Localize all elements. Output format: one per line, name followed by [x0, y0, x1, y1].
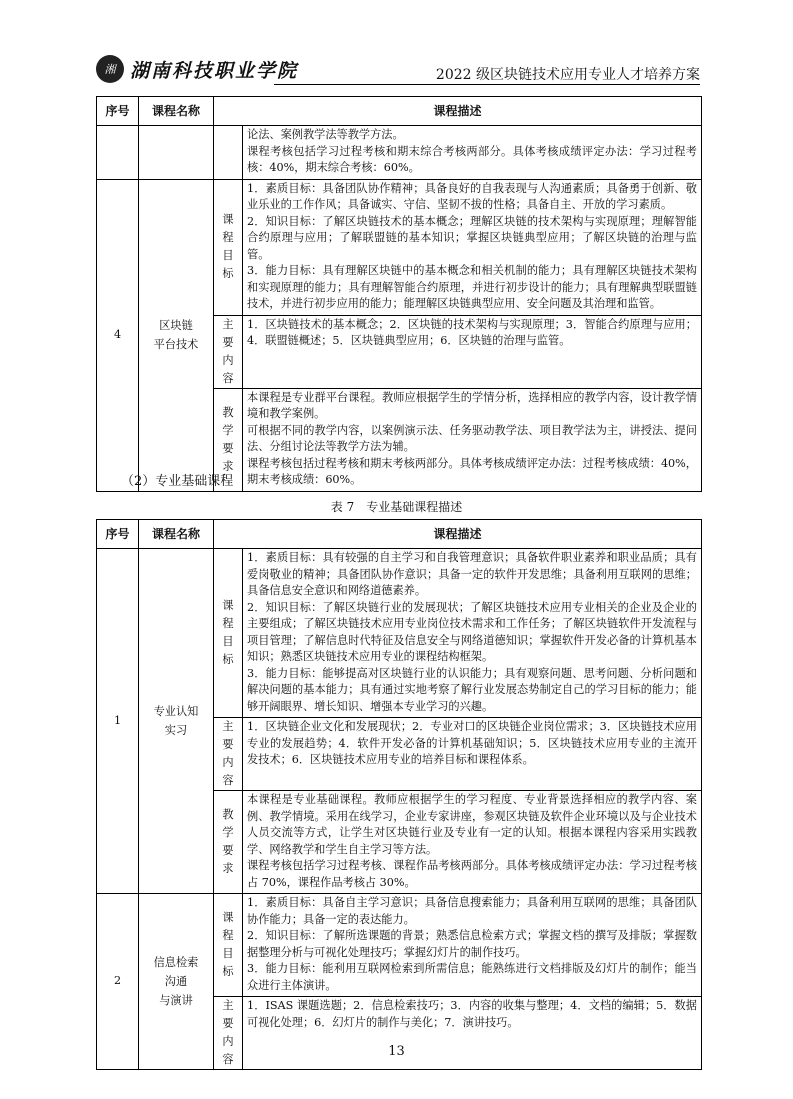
college-emblem-icon: 湘 — [96, 55, 124, 83]
college-logo — [96, 52, 298, 86]
table-caption: 表 7 专业基础课程描述 — [330, 500, 463, 514]
college-name: 湖南科技职业学院 — [130, 59, 299, 82]
course-content: 1．区块链技术的基本概念；2．区块链的技术架构与实现原理；3．智能合约原理与应用；4．联盟链概述；5．区块链典型应用；6．区块链的治理与监管。 — [243, 315, 702, 388]
header-name: 课程名称 — [139, 520, 214, 549]
row-number: 1 — [97, 549, 139, 894]
course-content: 1．区块链企业文化和发展现状；2．专业对口的区块链企业岗位需求；3．区块链技术应用专业的发展趋势；4．软件开发必备的计算机基础知识；5．区块链技术应用专业的主流开发技术；6．区块链技术应用专业的培养目标和课程体系。 — [243, 718, 702, 791]
content-label: 主要 内容 — [214, 997, 243, 1070]
table-header-row — [97, 97, 702, 126]
course-goals: 1．素质目标：具备团队协作精神；具备良好的自我表现与人沟通素质；具备勇于创新、敬业乐业的工作作风；具备诚实、守信、坚韧不拔的性格；具备自主、开放的学习素质。 2．知识目标：了解区块链技术的基本概念；理解区块链的技术架构与实现原理；理解智能合约原理与应用；了解联盟链的基本知识；掌握区块链典型应用；了解区块链的治理与监管。 3．能力目标：具有理解区块链中的基本概念和相关机制的能力；具有理解区块链技术架构和实现原理的能力；具有理解智能合约原理，并进行初步设计的能力；具有理解典型联盟链技术，并进行初步应用的能力；能理解区块链典型应用、安全问题及其治理和监管。 — [243, 179, 702, 315]
course-name: 专业认知 实习 — [139, 549, 214, 894]
table-row — [97, 179, 702, 315]
table-row — [97, 549, 702, 718]
table-header-row — [97, 520, 702, 549]
course-goals: 1．素质目标：具有较强的自主学习和自我管理意识；具备软件职业素养和职业品质；具有爱岗敬业的精神；具备团队协作意识；具备一定的软件开发思维；具备利用互联网的思维；具备信息安全意识和网络道德素养。 2．知识目标：了解区块链行业的发展现状；了解区块链技术应用专业相关的企业及企业的主要组成；了解区块链技术应用专业岗位技术需求和工作任务；了解区块链软件开发流程与项目管理；了解信息时代特征及信息安全与网络道德知识；掌握软件开发必备的计算机基本知识；熟悉区块链技术应用专业的课程结构框架。 3．能力目标：能够提高对区块链行业的认识能力；具有观察问题、思考问题、分析问题和解决问题的基本能力；具有通过实地考察了解行业发展态势制定自己的学习目标的能力；能够开阔眼界、增长知识、增强本专业学习的兴趣。 — [243, 549, 702, 718]
course-name: 信息检索 沟通 与演讲 — [139, 894, 214, 1070]
page-number: 13 — [388, 1044, 405, 1059]
content-label: 主要 内容 — [214, 315, 243, 388]
course-table-2 — [96, 519, 702, 1070]
course-table-1 — [96, 96, 702, 492]
goals-label: 课程 目标 — [214, 894, 243, 997]
header-rule — [274, 84, 700, 85]
goals-label: 课程 目标 — [214, 179, 243, 315]
document-title: 2022 级区块链技术应用专业人才培养方案 — [435, 67, 700, 83]
row-number: 2 — [97, 894, 139, 1070]
section-heading: （2）专业基础课程 — [121, 474, 234, 489]
header-desc: 课程描述 — [214, 520, 702, 549]
course-requirements: 本课程是专业群平台课程。教师应根据学生的学情分析，选择相应的教学内容，设计教学情境和教学案例。 可根据不同的教学内容，以案例演示法、任务驱动教学法、项目教学法为主，讲授法、提问法、分组讨论法等教学方法为辅。 课程考核包括过程考核和期末考核两部分。具体考核成绩评定办法：过程考核成绩：40%，期末考核成绩：60%。 — [243, 388, 702, 491]
empty-cell — [214, 126, 243, 180]
requirements-label: 教学 要求 — [214, 388, 243, 491]
empty-cell — [139, 126, 214, 180]
header-name: 课程名称 — [139, 97, 214, 126]
table-row — [97, 126, 702, 180]
header-desc: 课程描述 — [214, 97, 702, 126]
page-header — [96, 52, 700, 88]
course-name: 区块链 平台技术 — [139, 179, 214, 491]
continued-text: 论法、案例教学法等教学方法。 课程考核包括学习过程考核和期末综合考核两部分。具体考核成绩评定办法：学习过程考核：40%，期末综合考核：60%。 — [243, 126, 702, 180]
empty-cell — [97, 126, 139, 180]
row-number: 4 — [97, 179, 139, 491]
header-no: 序号 — [97, 520, 139, 549]
table-row — [97, 894, 702, 997]
content-label: 主要 内容 — [214, 718, 243, 791]
course-content: 1．ISAS 课题选题；2．信息检索技巧；3．内容的收集与整理；4．文档的编辑；5．数据可视化处理；6．幻灯片的制作与美化；7．演讲技巧。 — [243, 997, 702, 1070]
header-no: 序号 — [97, 97, 139, 126]
requirements-label: 教学 要求 — [214, 791, 243, 894]
course-requirements: 本课程是专业基础课程。教师应根据学生的学习程度、专业背景选择相应的教学内容、案例、教学情境。采用在线学习，企业专家讲座，参观区块链及软件企业环境以及与企业技术人员交流等方式，让学生对区块链行业及专业有一定的认知。根据本课程内容采用实践教学、网络教学和学生自主学习等方法。 课程考核包括学习过程考核、课程作品考核两部分。具体考核成绩评定办法：学习过程考核占 70%，课程作品考核占 30%。 — [243, 791, 702, 894]
goals-label: 课程 目标 — [214, 549, 243, 718]
course-goals: 1．素质目标：具备自主学习意识；具备信息搜索能力；具备利用互联网的思维；具备团队协作能力；具备一定的表达能力。 2．知识目标：了解所选课题的背景；熟悉信息检索方式；掌握文档的撰写及排版；掌握数据整理分析与可视化处理技巧；掌握幻灯片的制作技巧。 3．能力目标：能利用互联网检索到所需信息；能熟练进行文档排版及幻灯片的制作；能当众进行主体演讲。 — [243, 894, 702, 997]
